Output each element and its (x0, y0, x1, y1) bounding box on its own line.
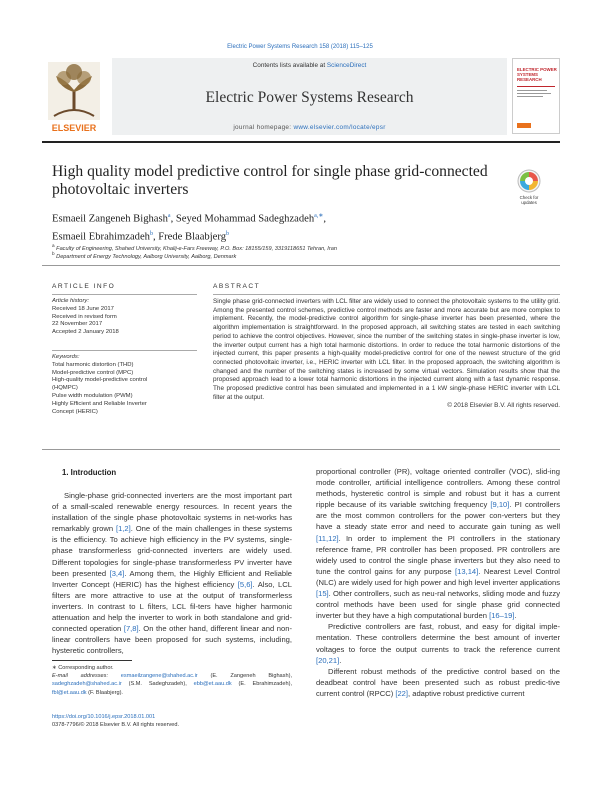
paper-title: High quality model predictive control for single phase grid-connected photovoltaic inverters (52, 163, 488, 198)
article-history (52, 298, 202, 337)
footnote-divider (52, 660, 132, 661)
keywords-divider (52, 350, 197, 351)
article-info-divider (52, 294, 197, 295)
body-left-column (52, 490, 292, 656)
affiliation-mark: b (52, 251, 55, 256)
issn-copyright: 0378-7796/© 2018 Elsevier B.V. All rights reserved. (52, 722, 180, 728)
author-name[interactable]: Seyed Mohammad Sadeghzadeh (175, 213, 315, 225)
author-affiliation-mark[interactable]: a (167, 213, 171, 219)
history-item: Received in revised form (52, 313, 117, 320)
email-label: E-mail addresses: (52, 673, 121, 680)
abstract-bottom-divider (42, 449, 560, 450)
corresponding-author-footnote (52, 664, 292, 697)
author-affiliation-mark[interactable]: a,∗ (314, 213, 324, 219)
abstract-body (213, 298, 560, 411)
author-affiliation-mark[interactable]: b (149, 230, 153, 237)
intro-paragraph-2: Predictive controllers are fast, robust, and easy for digital imple-mentation. These controllers determine the best amount of inverter voltages to force the output currents to track the reference current [20,21]. (316, 622, 560, 665)
journal-cover-icon (513, 59, 559, 133)
citation-link[interactable]: [20,21] (316, 655, 340, 665)
author-list: Esmaeil Zangeneh Bighash$^a$, Seyed Mohammad Sadeghzadeh$^{a,∗}$, Esmaeil Ebrahimzadeh$^b$, Frede Blaabjerg$^b$ (52, 213, 327, 243)
email-link[interactable]: ebb@et.aau.dk (193, 681, 232, 688)
affiliation-b (52, 251, 492, 260)
history-item: Received 18 June 2017 (52, 305, 114, 312)
citation-link[interactable]: [7,8] (123, 624, 139, 634)
keyword-item: Pulse width modulation (PWM) (52, 392, 133, 399)
history-item: 22 November 2017 (52, 321, 103, 328)
affiliation-text: Faculty of Engineering, Shahed University, Khalij-e-Fars Freeway, P.O. Box: 18155/159, 3319118651 Tehran, Iran (56, 245, 337, 252)
elsevier-wordmark: ELSEVIER (51, 123, 97, 133)
history-label: Article history: (52, 298, 89, 304)
article-info-heading: ARTICLE INFO (52, 283, 116, 290)
citation-link[interactable]: [15] (316, 589, 329, 599)
journal-reference[interactable]: Electric Power Systems Research 158 (2018) 115–125 (227, 44, 373, 50)
check-for-updates-badge[interactable] (512, 168, 546, 206)
citation-link[interactable]: [13,14] (455, 566, 479, 576)
citation-link[interactable]: [16–19] (489, 611, 515, 621)
check-for-updates-label: Check for updates (519, 195, 539, 205)
author-affiliation-mark[interactable]: b (226, 230, 230, 237)
elsevier-logo (42, 60, 106, 134)
email-link[interactable]: fbl@et.aau.dk (52, 689, 87, 696)
history-item: Accepted 2 January 2018 (52, 329, 119, 336)
author-name[interactable]: Frede Blaabjerg (158, 231, 227, 243)
citation-link[interactable]: [3,4] (109, 568, 125, 578)
email-link[interactable]: sadeghzadeh@shahed.ac.ir (52, 681, 122, 688)
citation-link[interactable]: [22] (395, 688, 409, 698)
corresponding-author-label: ∗ Corresponding author. (52, 665, 114, 671)
contents-available-line (112, 62, 507, 69)
keyword-item: Model-predictive control (MPC) (52, 369, 134, 376)
keyword-item: Total harmonic distortion (THD) (52, 361, 134, 368)
header-divider (42, 141, 560, 143)
author-name[interactable]: Esmaeil Ebrahimzadeh (52, 231, 150, 243)
keyword-item: Concept (HERIC) (52, 408, 98, 415)
citation-link[interactable]: [11,12] (316, 533, 339, 543)
affiliation-mark: a (52, 243, 55, 248)
contents-prefix: Contents lists available at (252, 62, 327, 69)
keywords-block (52, 354, 202, 416)
journal-title: Electric Power Systems Research (205, 89, 414, 106)
email-addresses: E-mail addresses: esmaeilzangene@shahed.ac.ir (E. Zangeneh Bighash), sadeghzadeh@shahed.ac.ir (S.M. Sadeghzadeh), ebb@et.aau.dk (E. Ebrahimzadeh), fbl@et.aau.dk (F. Blaabjerg). (52, 673, 292, 696)
author-name[interactable]: Esmaeil Zangeneh Bighash (52, 213, 168, 225)
keyword-item: (HQMPC) (52, 385, 78, 392)
keyword-item: Highly Efficient and Reliable Inverter (52, 400, 147, 407)
keywords-label: Keywords: (52, 354, 80, 360)
email-link[interactable]: esmaeilzangene@shahed.ac.ir (120, 673, 198, 680)
citation-link[interactable]: [5,6] (237, 579, 253, 589)
svg-text:RESEARCH: RESEARCH (517, 77, 542, 82)
citation-link[interactable]: [9,10] (490, 500, 510, 510)
intro-paragraph-3: Different robust methods of the predictive control based on the deadbeat control have been presented such as robust predic-tive current control (RPCC) [22], adaptive robust predictive current (316, 666, 560, 698)
svg-text:SYSTEMS: SYSTEMS (517, 72, 538, 77)
abstract-heading: ABSTRACT (213, 283, 261, 290)
journal-cover-thumbnail[interactable] (512, 58, 560, 134)
section-heading-introduction: 1. Introduction (62, 468, 117, 477)
intro-paragraph-1: Single-phase grid-connected inverters are the most important part of a small-scaled renewable energy resources. In recent years the installation of the single phase photovoltaic systems in net-works has remarkably grown [1,2]. One of the main challenges in these systems is the efficiency. To achieve high efficiency in the PV systems, single-phase transformerless grid-connected inverters are widely used. Different topologies for single-phase transformerless PV inverter have been presented [3,4]. Among them, the Highly Efficient and Reliable Inverter Concept (HERIC) has the highest efficiency [5,6]. Also, LCL filters are more attractive to use at the output of transformerless inverters. In contrast to L filters, LCL fil-ters have higher harmonic attenuation and help the inverter to work in both standalone and grid-connected operation [7,8]. On the other hand, different linear and non-linear controllers have been proposed for such systems, including, hysteretic controllers, (52, 491, 292, 656)
doi-link[interactable]: https://doi.org/10.1016/j.epsr.2018.01.001 (52, 714, 156, 720)
abstract-copyright: © 2018 Elsevier B.V. All rights reserved. (447, 402, 560, 410)
abstract-divider (213, 294, 560, 295)
affiliation-text: Department of Energy Technology, Aalborg University, Aalborg, Denmark (56, 253, 237, 260)
body-right-column (316, 466, 560, 699)
svg-text:ELECTRIC POWER: ELECTRIC POWER (517, 67, 557, 72)
affiliation-divider (42, 265, 560, 266)
citation-link[interactable]: [1,2] (115, 524, 131, 534)
intro-paragraph-continued: proportional controller (PR), voltage oriented controller (VOC), slid-ing mode controller, artificial intelligence controllers. Among these control methods, hysteretic control is simple and robust but it has a current ripple because of its variable switching frequency [9,10]. PI controllers are the most common controllers for the power con-verters but they have a steady state error and need to accurate gain tuning as well [11,12]. In order to implement the PI controllers in the stationary reference frame, PR controller has been proposed. PR controllers are widely used to control the single phase inverters but they also need to tune the control gains for any purpose [13,14]. Nearest Level Control (NLC) are widely used for high power and high level inverter applications [15]. Other controllers, such as neu-ral networks, sliding mode and fuzzy control methods have been used for single phase grid connected inverter but they have a high computational burden [16–19]. (316, 467, 560, 621)
keyword-item: High-quality model-predictive control (52, 377, 148, 384)
journal-homepage-line (112, 124, 507, 131)
elsevier-tree-icon (42, 60, 106, 134)
journal-homepage-link[interactable]: www.elsevier.com/locate/epsr (293, 124, 386, 131)
doi-block (52, 713, 292, 729)
abstract-text: Single phase grid-connected inverters with LCL filter are widely used to connect the photovoltaic systems to the utility grid. Among the presented control schemes, predictive control methods are faster and more accurate but are more complex to implement. Recently, the model-predictive control algorithm for single-phase inverter has been presented, where the algorithm implementation is straightforward. In the proposed approach, all switching states are tested in each switching period to achieve the control objectives. However, since the number of the switching states in single-phase inverter is low, the inverter output current has a high total harmonic distortions. In order to reduce the total harmonic distortions of the injected current, this paper presents a high-quality model-predictive control for one of the newest structure of the grid connected photovoltaic inverter, i.e., HERIC inverter with LCL filter. In the proposed approach, the switching algorithm is changed and the number of the switching states is increased by some virtual vectors. Simulation results show that the proposed approach lead to a lower total harmonic distortions in the injected current along with a fast dynamic response. The proposed predictive control has been simulated and implemented in a 1 kW single-phase HERIC inverter with LCL filter at the output. (213, 298, 560, 401)
sciencedirect-link[interactable]: ScienceDirect (326, 62, 367, 69)
homepage-prefix: journal homepage: (233, 124, 294, 131)
